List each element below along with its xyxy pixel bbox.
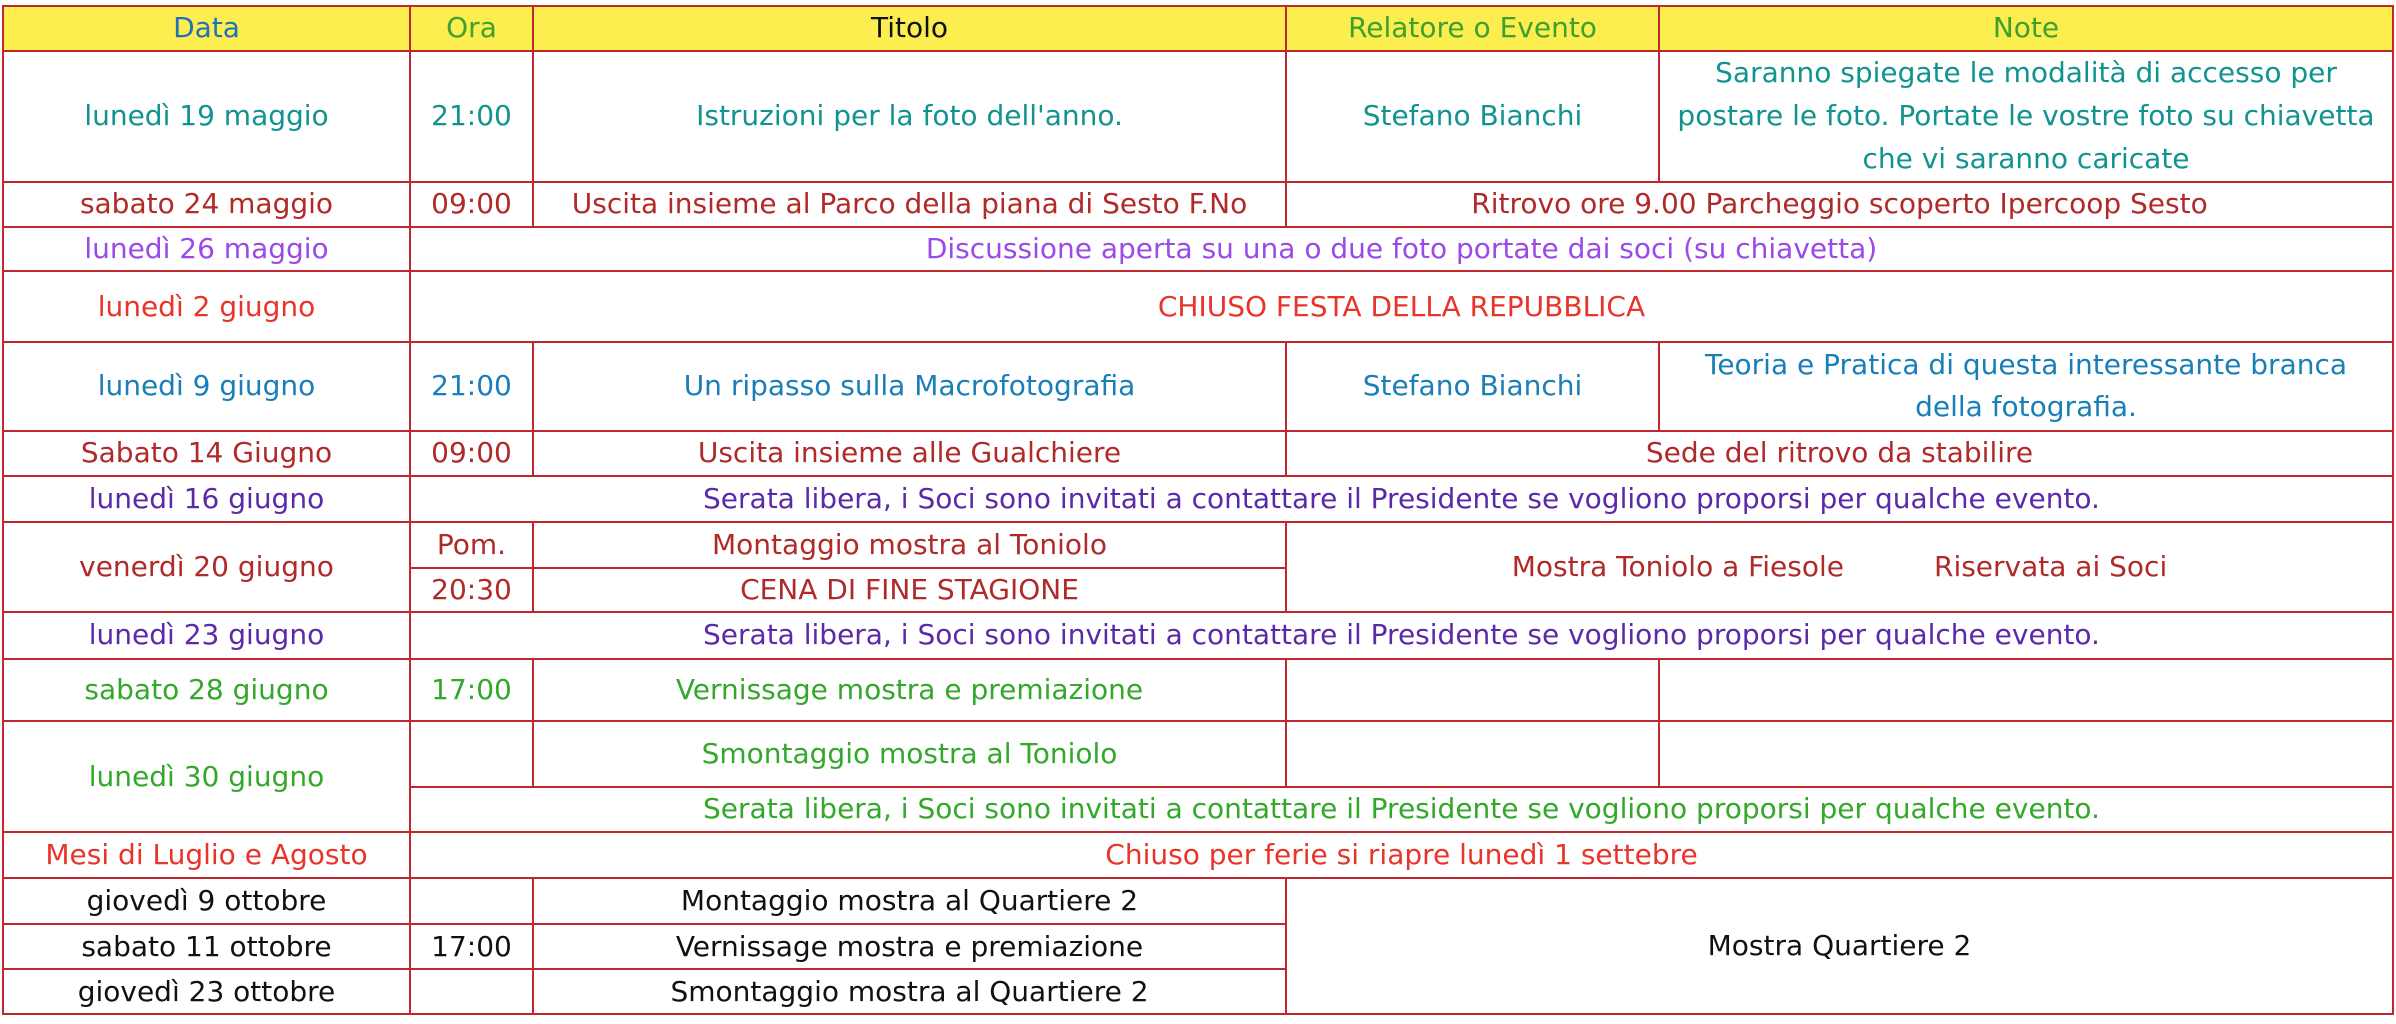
- cell-data: lunedì 26 maggio: [3, 227, 410, 272]
- table-row: [3, 522, 2393, 568]
- cell-titolo: Smontaggio mostra al Quartiere 2: [533, 969, 1286, 1014]
- table-row: [3, 271, 2393, 342]
- cell-note: Saranno spiegate le modalità di accesso per postare le foto. Portate le vostre foto su chiavetta che vi saranno caricate: [1659, 51, 2393, 183]
- cell-ora: 17:00: [410, 924, 533, 970]
- info-riservata: Riservata ai Soci: [1933, 550, 2168, 584]
- cell-titolo: Smontaggio mostra al Toniolo: [533, 721, 1286, 787]
- cell-ora: [410, 721, 533, 787]
- header-relatore: Relatore o Evento: [1286, 6, 1659, 51]
- cell-info: Discussione aperta su una o due foto portate dai soci (su chiavetta): [410, 227, 2393, 272]
- cell-data: giovedì 23 ottobre: [3, 969, 410, 1014]
- cell-titolo: Montaggio mostra al Toniolo: [533, 522, 1286, 568]
- cell-data: Sabato 14 Giugno: [3, 431, 410, 476]
- cell-relatore: Stefano Bianchi: [1286, 51, 1659, 183]
- cell-titolo: Uscita insieme al Parco della piana di Sesto F.No: [533, 182, 1286, 227]
- cell-ora: 09:00: [410, 182, 533, 227]
- table-row: [3, 659, 2393, 722]
- cell-relatore: Stefano Bianchi: [1286, 342, 1659, 431]
- cell-ora: 20:30: [410, 568, 533, 613]
- cell-ora: Pom.: [410, 522, 533, 568]
- cell-data: lunedì 2 giugno: [3, 271, 410, 342]
- header-data: Data: [3, 6, 410, 51]
- cell-data: giovedì 9 ottobre: [3, 878, 410, 924]
- cell-titolo: Vernissage mostra e premiazione: [533, 924, 1286, 970]
- header-row: [3, 6, 2393, 51]
- cell-titolo: Istruzioni per la foto dell'anno.: [533, 51, 1286, 183]
- cell-info: Ritrovo ore 9.00 Parcheggio scoperto Ipercoop Sesto: [1286, 182, 2393, 227]
- cell-info: Serata libera, i Soci sono invitati a contattare il Presidente se vogliono proporsi per qualche evento.: [410, 612, 2393, 659]
- table-row: [3, 721, 2393, 787]
- cell-data: sabato 24 maggio: [3, 182, 410, 227]
- cell-note: Teoria e Pratica di questa interessante branca della fotografia.: [1659, 342, 2393, 431]
- header-ora: Ora: [410, 6, 533, 51]
- table-row: [3, 832, 2393, 879]
- header-note: Note: [1659, 6, 2393, 51]
- table-row: [3, 476, 2393, 523]
- cell-data: sabato 11 ottobre: [3, 924, 410, 970]
- cell-titolo: Uscita insieme alle Gualchiere: [533, 431, 1286, 476]
- cell-titolo: CENA DI FINE STAGIONE: [533, 568, 1286, 613]
- cell-data: lunedì 16 giugno: [3, 476, 410, 523]
- table-row: [3, 431, 2393, 476]
- cell-note: [1659, 721, 2393, 787]
- cell-data: lunedì 9 giugno: [3, 342, 410, 431]
- cell-relatore: [1286, 659, 1659, 722]
- cell-ora: [410, 878, 533, 924]
- cell-info: Sede del ritrovo da stabilire: [1286, 431, 2393, 476]
- cell-ora: 21:00: [410, 51, 533, 183]
- cell-note: [1659, 659, 2393, 722]
- cell-titolo: Montaggio mostra al Quartiere 2: [533, 878, 1286, 924]
- cell-data: lunedì 30 giugno: [3, 721, 410, 831]
- cell-data: Mesi di Luglio e Agosto: [3, 832, 410, 879]
- table-row: [3, 878, 2393, 924]
- cell-titolo: Un ripasso sulla Macrofotografia: [533, 342, 1286, 431]
- cell-data: lunedì 23 giugno: [3, 612, 410, 659]
- cell-data: lunedì 19 maggio: [3, 51, 410, 183]
- info-mostra: Mostra Toniolo a Fiesole: [1511, 550, 1844, 584]
- header-titolo: Titolo: [533, 6, 1286, 51]
- cell-info: Mostra Quartiere 2: [1286, 878, 2393, 1014]
- cell-info: CHIUSO FESTA DELLA REPUBBLICA: [410, 271, 2393, 342]
- cell-info: Serata libera, i Soci sono invitati a contattare il Presidente se vogliono proporsi per qualche evento.: [410, 787, 2393, 832]
- cell-info: Chiuso per ferie si riapre lunedì 1 settebre: [410, 832, 2393, 879]
- schedule-table: [2, 5, 2394, 1015]
- cell-info: Serata libera, i Soci sono invitati a contattare il Presidente se vogliono proporsi per qualche evento.: [410, 476, 2393, 523]
- cell-relatore: [1286, 721, 1659, 787]
- table-row: [3, 342, 2393, 431]
- table-row: [3, 612, 2393, 659]
- table-row: [3, 182, 2393, 227]
- cell-data: venerdì 20 giugno: [3, 522, 410, 612]
- cell-data: sabato 28 giugno: [3, 659, 410, 722]
- cell-ora: [410, 969, 533, 1014]
- cell-titolo: Vernissage mostra e premiazione: [533, 659, 1286, 722]
- cell-info: [1286, 522, 2393, 612]
- cell-ora: 17:00: [410, 659, 533, 722]
- cell-ora: 09:00: [410, 431, 533, 476]
- cell-ora: 21:00: [410, 342, 533, 431]
- table-row: [3, 227, 2393, 272]
- table-row: [3, 51, 2393, 183]
